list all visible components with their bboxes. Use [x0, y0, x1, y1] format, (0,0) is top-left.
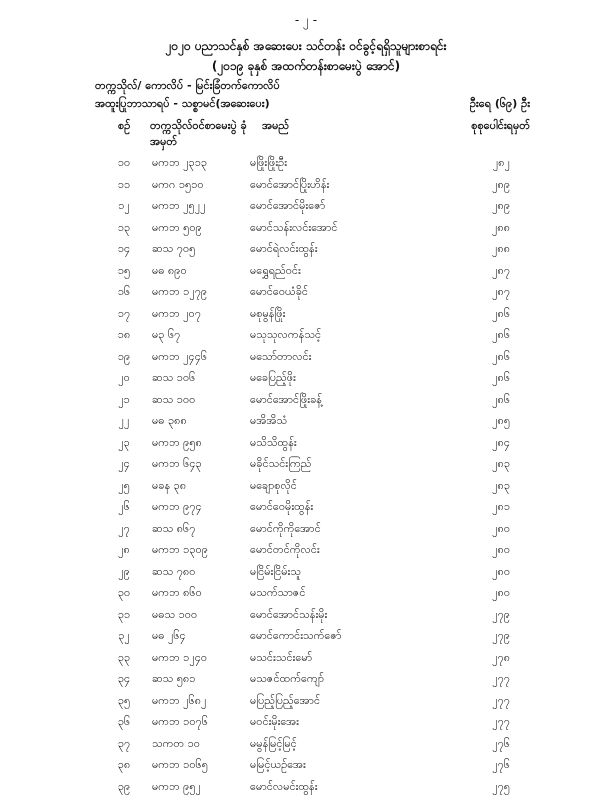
- row-number: ၂၃: [112, 436, 136, 452]
- row-number: ၂၇: [112, 522, 136, 538]
- table-row: [0, 780, 612, 801]
- roll-number: ဆသ ၅၈၁: [152, 672, 195, 688]
- row-number: ၂၆: [112, 500, 136, 516]
- total-marks: ၂၇၆: [470, 737, 510, 753]
- row-number: ၃၅: [112, 694, 136, 710]
- table-row: [0, 414, 612, 436]
- total-marks: ၂၈၂: [470, 156, 510, 172]
- student-name: မောင်ရဲလင်းထွန်း: [250, 242, 318, 258]
- table-row: [0, 694, 612, 716]
- row-number: ၃၉: [112, 780, 136, 796]
- student-name: မသုသုလကန်သင့်: [250, 328, 321, 344]
- roll-number: မကဘ ၅၀၉: [152, 221, 202, 237]
- row-number: ၁၅: [112, 264, 136, 280]
- row-number: ၂၀: [112, 371, 136, 387]
- row-number: ၃၆: [112, 715, 136, 731]
- roll-number: ဆသ ၈၆၇: [152, 522, 195, 538]
- total-marks: ၂၇၉: [470, 608, 510, 624]
- table-row: [0, 565, 612, 587]
- total-marks: ၂၈၆: [470, 328, 510, 344]
- column-header-roll: တက္ကသိုလ်ဝင်စာမေးပွဲ ခုံအမှတ်: [150, 119, 255, 151]
- table-row: [0, 436, 612, 458]
- row-number: ၂၂: [112, 414, 136, 430]
- total-marks: ၂၇၇: [470, 672, 510, 688]
- roll-number: ဆသ ၁၀၆: [152, 371, 195, 387]
- roll-number: မကဘ ၉၇၄: [152, 500, 202, 516]
- column-header-marks: စုစုပေါင်းရမှတ်: [430, 119, 530, 135]
- table-row: [0, 457, 612, 479]
- table-row: [0, 156, 612, 178]
- row-number: ၃၂: [112, 629, 136, 645]
- row-number: ၂၅: [112, 479, 136, 495]
- row-number: ၁၃: [112, 221, 136, 237]
- total-marks: ၂၈၀: [470, 543, 510, 559]
- table-row: [0, 307, 612, 329]
- row-number: ၁၁: [112, 178, 136, 194]
- student-name: မမွန်မြင့်မြင့်: [250, 737, 297, 753]
- roll-number: မကဘ ၁၀၇၆: [152, 715, 208, 731]
- roll-number: မ၃ ၆၇: [152, 328, 180, 344]
- student-name: မောင်သန်းလင်းအောင်: [250, 221, 337, 237]
- row-number: ၃၀: [112, 586, 136, 602]
- roll-number: မဓ ၃၈၈: [152, 414, 187, 430]
- student-name: မစုမွန်ဖြိုး: [250, 307, 285, 323]
- student-name: မောင်ဝေယံခိုင်: [250, 285, 308, 301]
- roll-number: မကဘ ၁၂၇၉: [152, 285, 207, 301]
- student-name: မောင်ဝေမိုးထွန်း: [250, 500, 313, 516]
- row-number: ၁၀: [112, 156, 136, 172]
- table-row: [0, 522, 612, 544]
- row-number: ၃၈: [112, 758, 136, 774]
- specialization-line: အထူးပြုဘာသာရပ် - သစ္စာမင်(အဆေးပေး): [95, 97, 270, 113]
- roll-number: မဓသ ၁၀၀: [152, 608, 197, 624]
- table-row: [0, 393, 612, 415]
- total-marks: ၂၈၃: [470, 457, 510, 473]
- table-row: [0, 737, 612, 759]
- roll-number: မကဂ ၁၅၁၀: [152, 178, 204, 194]
- roll-number: မကဘ ၂၆၈၂: [152, 694, 206, 710]
- table-row: [0, 629, 612, 651]
- roll-number: မဓ ၈၉၀: [152, 264, 187, 280]
- page-number: - ၂ -: [0, 12, 612, 30]
- total-marks: ၂၈၅: [470, 414, 510, 430]
- student-name: မောင်အောင်မိုးဇော်: [250, 199, 325, 215]
- table-row: [0, 285, 612, 307]
- total-marks: ၂၈၆: [470, 307, 510, 323]
- student-name: မသော်တာလင်း: [250, 350, 311, 366]
- student-name: မအိအိသံ: [250, 414, 287, 430]
- table-row: [0, 371, 612, 393]
- total-marks: ၂၈၈: [470, 221, 510, 237]
- table-row: [0, 328, 612, 350]
- roll-number: မကဘ ၂၃၁၃: [152, 156, 207, 172]
- total-marks: ၂၈၆: [470, 371, 510, 387]
- row-number: ၂၈: [112, 543, 136, 559]
- table-row: [0, 651, 612, 673]
- total-marks: ၂၇၉: [470, 629, 510, 645]
- student-name: မောင်တင်ကိုလင်း: [250, 543, 320, 559]
- table-row: [0, 479, 612, 501]
- row-number: ၂၉: [112, 565, 136, 581]
- roll-number: မကဘ ၁၂၄၀: [152, 651, 207, 667]
- total-marks: ၂၈၀: [470, 586, 510, 602]
- row-number: ၃၁: [112, 608, 136, 624]
- roll-number: သကတ ၁၀: [152, 737, 200, 753]
- student-name: မခေပြည့်ဖိုး: [250, 371, 296, 387]
- row-number: ၁၆: [112, 285, 136, 301]
- table-row: [0, 178, 612, 200]
- student-name: မောင်အောင်ဖြိုးခန့်: [250, 393, 322, 409]
- student-name: မပြည့်ပြည့်အောင်: [250, 694, 320, 710]
- roll-number: မဓ ၂၆၄: [152, 629, 186, 645]
- column-header-number: စဉ်: [118, 119, 130, 135]
- table-row: [0, 264, 612, 286]
- total-marks: ၂၈၈: [470, 242, 510, 258]
- student-name: မသဇင်ထက်ကျော်: [250, 672, 324, 688]
- total-marks: ၂၈၃: [470, 479, 510, 495]
- column-header-name: အမည်: [262, 119, 289, 135]
- row-number: ၂၁: [112, 393, 136, 409]
- total-marks: ၂၇၆: [470, 758, 510, 774]
- roll-number: မကဘ ၁၀၆၅: [152, 758, 208, 774]
- document-subtitle: (၂၀၁၉ ခုနှစ် အထက်တန်းစာမေးပွဲ အောင်): [0, 58, 612, 76]
- student-name: မရွှေရည်ဝင်း: [250, 264, 301, 280]
- row-number: ၁၉: [112, 350, 136, 366]
- student-name: မောင်ကိုကိုအောင်: [250, 522, 321, 538]
- roll-number: မကဘ ၁၃၀၉: [152, 543, 208, 559]
- student-name: မောင်ကောင်းသက်ဇော်: [250, 629, 341, 645]
- row-number: ၃၇: [112, 737, 136, 753]
- student-name: မသင်းသင်းမော်: [250, 651, 312, 667]
- table-row: [0, 758, 612, 780]
- total-marks: ၂၇၈: [470, 651, 510, 667]
- total-marks: ၂၈၀: [470, 522, 510, 538]
- row-number: ၃၃: [112, 651, 136, 667]
- total-marks: ၂၇၇: [470, 694, 510, 710]
- total-marks: ၂၈၉: [470, 178, 510, 194]
- row-number: ၂၄: [112, 457, 136, 473]
- table-row: [0, 199, 612, 221]
- roll-number: မကဘ ၆၄၃: [152, 457, 202, 473]
- table-row: [0, 543, 612, 565]
- total-marks: ၂၈၀: [470, 565, 510, 581]
- roll-number: မကဘ ၂၅၂၂: [152, 199, 206, 215]
- roll-number: မကဘ ၉၅၂: [152, 780, 201, 796]
- table-row: [0, 672, 612, 694]
- student-name: မငြိမ်းငြိမ်းသူ: [250, 565, 301, 581]
- row-number: ၁၂: [112, 199, 136, 215]
- roll-number: ဆသ ၇၀၅: [152, 242, 195, 258]
- student-name: မချောစုလိုင်: [250, 479, 297, 495]
- roll-number: မကဘ ၈၆၀: [152, 586, 202, 602]
- row-number: ၁၈: [112, 328, 136, 344]
- total-marks: ၂၈၁: [470, 500, 510, 516]
- roll-number: မကဘ ၂၀၇: [152, 307, 201, 323]
- college-line: တက္ကသိုလ်/ ကောလိပ် - မြင်းခြံတက်ကောလိပ်: [95, 79, 280, 95]
- roll-number: ဆသ ၇၈၀: [152, 565, 195, 581]
- total-marks: ၂၈၆: [470, 393, 510, 409]
- student-name: မောင်လမင်းထွန်း: [250, 780, 318, 796]
- student-name: မသက်သာဇင်: [250, 586, 305, 602]
- table-row: [0, 221, 612, 243]
- roll-number: မကဘ ၂၄၄၆: [152, 350, 207, 366]
- total-marks: ၂၈၉: [470, 199, 510, 215]
- total-marks: ၂၈၇: [470, 285, 510, 301]
- headcount: ဦးရေ (၆၉) ဦး: [420, 97, 530, 113]
- row-number: ၁၄: [112, 242, 136, 258]
- total-marks: ၂၈၄: [470, 436, 510, 452]
- table-row: [0, 715, 612, 737]
- student-name: မဖြိုးဖြိုးဦး: [250, 156, 287, 172]
- table-row: [0, 500, 612, 522]
- results-table: [0, 156, 612, 801]
- student-name: မဝင်းမိုးအေး: [250, 715, 299, 731]
- student-name: မသိသိထွန်း: [250, 436, 297, 452]
- roll-number: မကဘ ၉၅၈: [152, 436, 202, 452]
- student-name: မောင်အောင်ပြိုးဟိန်း: [250, 178, 329, 194]
- row-number: ၁၇: [112, 307, 136, 323]
- total-marks: ၂၈၆: [470, 350, 510, 366]
- roll-number: မခန ၃၈: [152, 479, 186, 495]
- total-marks: ၂၈၇: [470, 264, 510, 280]
- roll-number: ဆသ ၁၀၀: [152, 393, 195, 409]
- document-title: ၂၀၂၀ ပညာသင်နှစ် အဆေးပေး သင်တန်း ဝင်ခွင့်ရရှိသူများစာရင်း: [0, 38, 612, 56]
- student-name: မောင်အောင်သန်းမိုး: [250, 608, 327, 624]
- table-row: [0, 586, 612, 608]
- row-number: ၃၄: [112, 672, 136, 688]
- table-row: [0, 608, 612, 630]
- table-row: [0, 350, 612, 372]
- total-marks: ၂၇၅: [470, 780, 510, 796]
- student-name: မခိုင်သင်းကြည်: [250, 457, 311, 473]
- student-name: မမြင့်ယဉ်အေး: [250, 758, 306, 774]
- total-marks: ၂၇၇: [470, 715, 510, 731]
- table-row: [0, 242, 612, 264]
